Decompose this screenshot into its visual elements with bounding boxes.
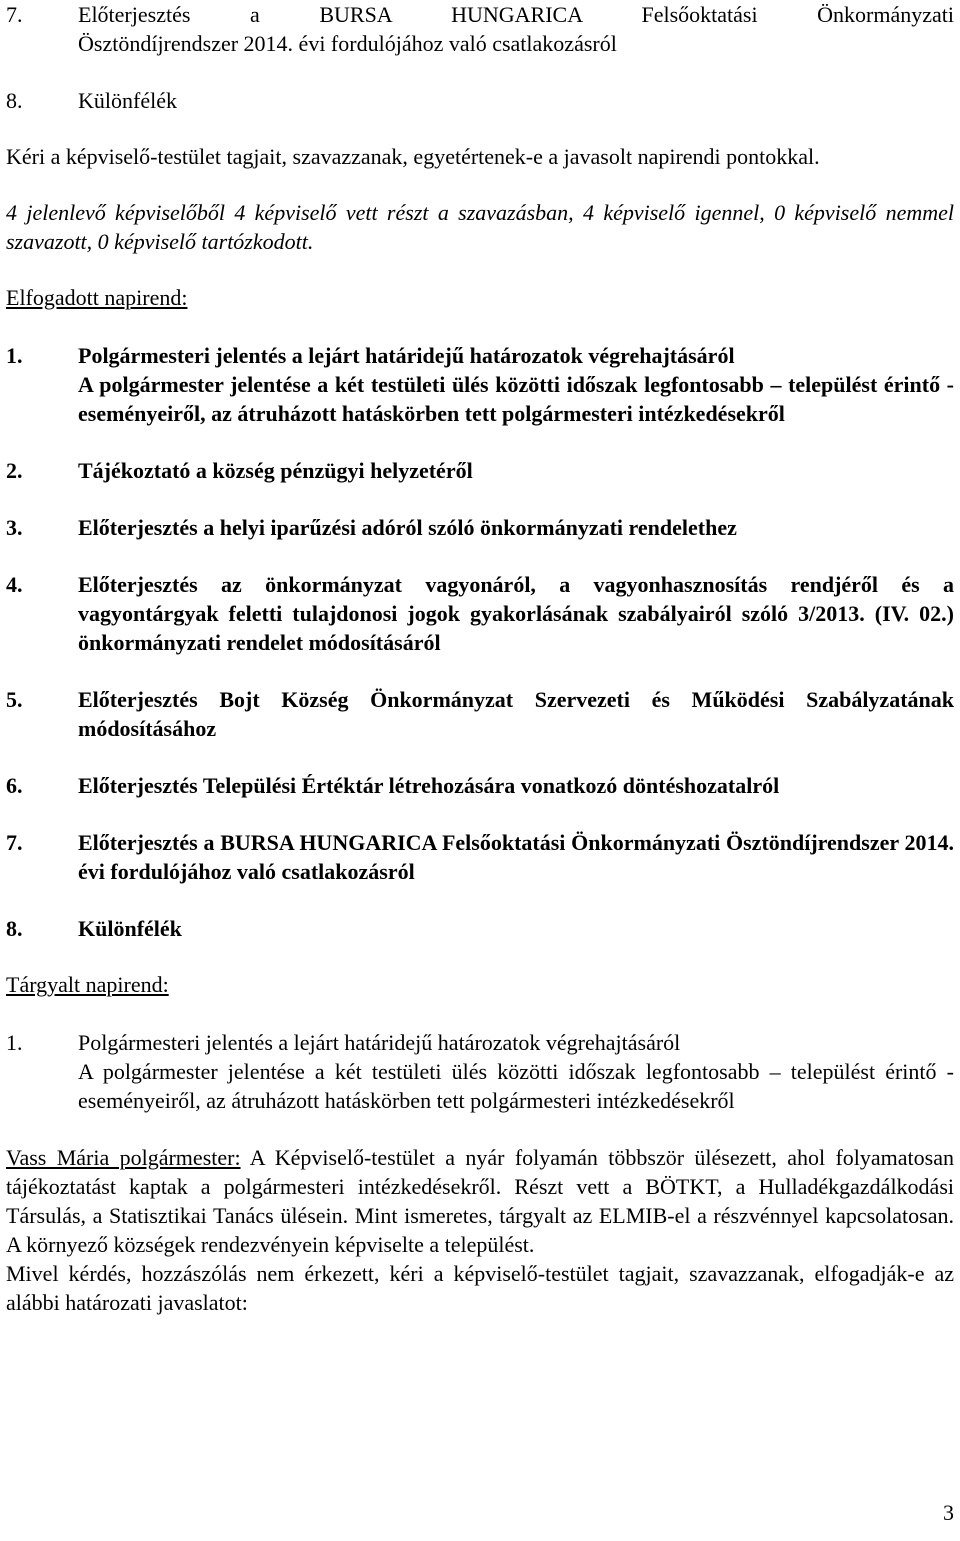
item-title: Különfélék — [78, 916, 182, 941]
item-title: Előterjesztés Települési Értéktár létrehozására vonatkozó döntéshozatalról — [78, 773, 780, 798]
item-number: 5. — [6, 687, 23, 712]
mayor-report — [6, 1143, 954, 1259]
vote-request: Kéri a képviselő-testület tagjait, szavazzanak, egyetértenek-e a javasolt napirendi pontokkal. — [6, 144, 820, 169]
item-title-line2: Ösztöndíjrendszer 2014. évi fordulójához való csatlakozásról — [78, 31, 617, 56]
vote-result: 4 jelenlevő képviselőből 4 képviselő vett részt a szavazásban, 4 képviselő igennel, 0 képviselő nemmel szavazott, 0 képviselő tartózkodott. — [6, 200, 954, 254]
item-title: Polgármesteri jelentés a lejárt határidejű határozatok végrehajtásáról — [78, 1030, 681, 1055]
document-page — [6, 0, 954, 1317]
accepted-item-7 — [6, 828, 954, 886]
item-number: 2. — [6, 458, 23, 483]
accepted-item-8 — [6, 914, 954, 943]
item-number: 1. — [6, 1030, 23, 1055]
accepted-item-5 — [6, 685, 954, 743]
speaker-name: Vass Mária polgármester: — [6, 1145, 241, 1170]
item-number: 7. — [6, 830, 23, 855]
item-title: Előterjesztés a BURSA HUNGARICA Felsőoktatási Önkormányzati Ösztöndíjrendszer 2014. évi fordulójához való csatlakozásról — [78, 830, 954, 884]
item-number: 3. — [6, 515, 23, 540]
page-number: 3 — [943, 1500, 954, 1525]
item-title-line1: Előterjesztés a BURSA HUNGARICA Felsőoktatási Önkormányzati — [78, 2, 954, 27]
top-item-8 — [6, 86, 954, 115]
item-number: 6. — [6, 773, 23, 798]
accepted-item-4 — [6, 570, 954, 657]
accepted-item-2 — [6, 456, 954, 485]
accepted-agenda-heading: Elfogadott napirend: — [6, 285, 188, 310]
speech-text: A Képviselő-testület a nyár folyamán többször ülésezett, ahol folyamatosan tájékoztatást kaptak a polgármesteri intézkedésekről. Részt vett a BÖTKT, a Hulladékgazdálkodási Társulás, a Statisztikai Tanács ülésein. Mint ismeretes, tárgyalt az ELMIB-el a részvénnyel kapcsolatosan. A környező községek rendezvényein képviselte a települést. — [6, 1145, 954, 1257]
item-number: 1. — [6, 343, 23, 368]
top-item-7 — [6, 0, 954, 58]
item-title: Tájékoztató a község pénzügyi helyzetéről — [78, 458, 473, 483]
item-title: Előterjesztés az önkormányzat vagyonáról, a vagyonhasznosítás rendjéről és a vagyontárgyak feletti tulajdonosi jogok gyakorlásának szabályairól szóló 3/2013. (IV. 02.) önkormányzati rendelet módosításáról — [78, 572, 954, 655]
discussed-item-1 — [6, 1028, 954, 1115]
accepted-item-6 — [6, 771, 954, 800]
item-number: 8. — [6, 88, 23, 113]
item-title: Polgármesteri jelentés a lejárt határidejű határozatok végrehajtásáról — [78, 343, 735, 368]
closing-text: Mivel kérdés, hozzászólás nem érkezett, kéri a képviselő-testület tagjait, szavazzanak, elfogadják-e az alábbi határozati javaslatot: — [6, 1261, 954, 1315]
discussed-agenda-heading: Tárgyalt napirend: — [6, 972, 169, 997]
item-number: 4. — [6, 572, 23, 597]
accepted-item-1 — [6, 341, 954, 428]
item-subtitle: A polgármester jelentése a két testületi ülés közötti időszak legfontosabb – települést érintő - eseményeiről, az átruházott hatáskörben tett polgármesteri intézkedésekről — [78, 372, 954, 426]
item-subtitle: A polgármester jelentése a két testületi ülés közötti időszak legfontosabb – települést érintő - eseményeiről, az átruházott hatáskörben tett polgármesteri intézkedésekről — [78, 1059, 954, 1113]
item-title: Előterjesztés a helyi iparűzési adóról szóló önkormányzati rendelethez — [78, 515, 737, 540]
item-number: 7. — [6, 2, 23, 27]
accepted-item-3 — [6, 513, 954, 542]
item-number: 8. — [6, 916, 23, 941]
item-title: Különfélék — [78, 88, 177, 113]
item-title: Előterjesztés Bojt Község Önkormányzat Szervezeti és Működési Szabályzatának módosításához — [78, 687, 954, 741]
